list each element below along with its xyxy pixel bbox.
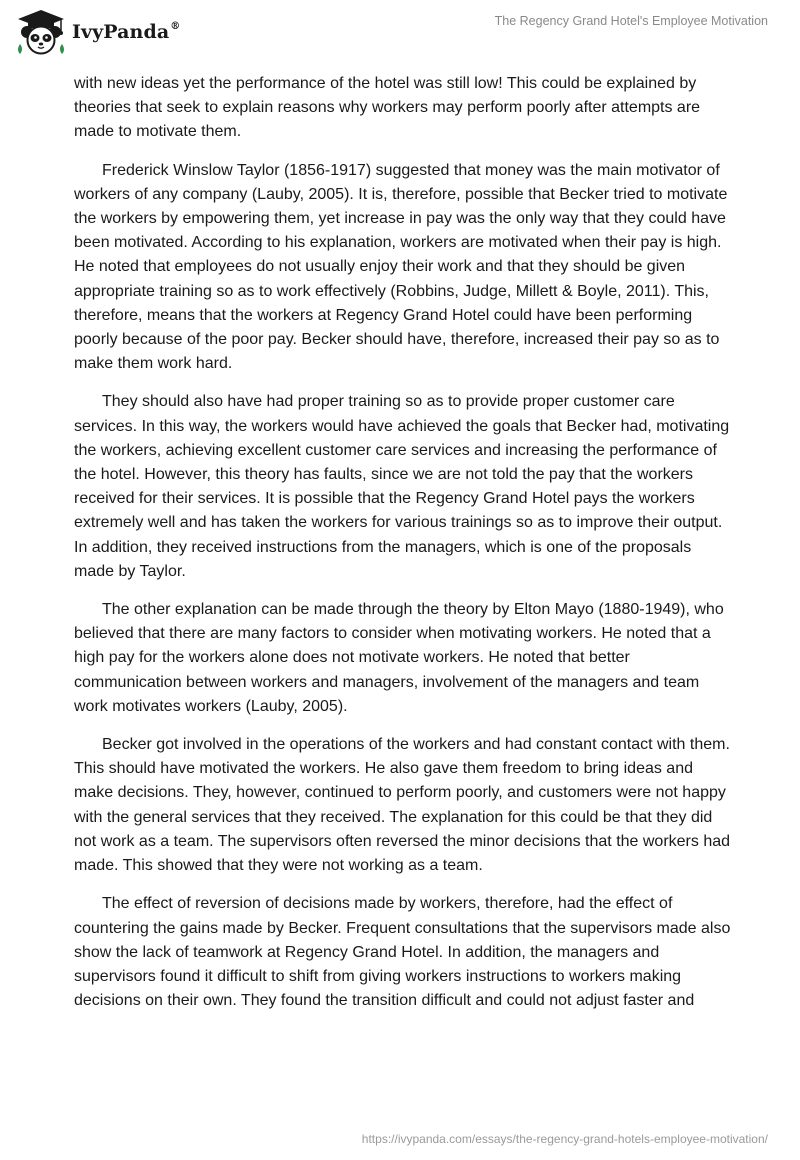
paragraph: They should also have had proper training so as to provide proper customer care services. In this way, the workers would have achieved the goals that Becker had, motivating the workers, achieving excellent customer care services and increasing the performance of the hotel. However, this theory has faults, since we are not told the pay that the workers received for their services. It is possible that the Regency Grand Hotel pays the workers extremely well and has taken the workers for various trainings so as to improve their output. In addition, they received instructions from the managers, which is one of the proposals made by Taylor.	[74, 393, 730, 580]
paragraph-continued: with new ideas yet the performance of the hotel was still low! This could be explained by theories that seek to explain reasons why workers may perform poorly after attempts are made to motivate them.	[74, 75, 701, 141]
paragraph: The effect of reversion of decisions made by workers, therefore, had the effect of countering the gains made by Becker. Frequent consultations that the supervisors made also show the lack of teamwork at Regency Grand Hotel. In addition, the managers and supervisors found it difficult to shift from giving workers instructions to workers making decisions on their own. They found the transition difficult and could not adjust faster and	[74, 895, 731, 1010]
paragraph: The other explanation can be made through the theory by Elton Mayo (1880-1949), who believed that there are many factors to consider when motivating workers. He noted that a high pay for the workers alone does not motivate workers. He noted that better communication between workers and managers, involvement of the managers and team work motivates workers (Lauby, 2005).	[74, 601, 724, 715]
page-header	[0, 0, 800, 62]
ivypanda-logo[interactable]	[14, 8, 180, 56]
logo-wordmark: IvyPanda®	[72, 20, 181, 43]
source-url-link[interactable]: https://ivypanda.com/essays/the-regency-grand-hotels-employee-motivation/	[361, 1132, 768, 1146]
paragraph: Frederick Winslow Taylor (1856-1917) suggested that money was the main motivator of workers of any company (Lauby, 2005). It is, therefore, possible that Becker tried to motivate the workers by empowering them, yet increase in pay was the only way that they could have been motivated. According to his explanation, workers are motivated when their pay is high. He noted that employees do not usually enjoy their work and that they should be given appropriate training so as to work effectively (Robbins, Judge, Millett & Boyle, 2011). This, therefore, means that the workers at Regency Grand Hotel could have been performing poorly because of the poor pay. Becker should have, therefore, increased their pay so as to make them work hard.	[74, 161, 728, 373]
panda-graduate-icon	[14, 8, 68, 56]
essay-body	[74, 72, 734, 1027]
paragraph: Becker got involved in the operations of the workers and had constant contact with them. This should have motivated the workers. He also gave them freedom to bring ideas and make decisions. They, however, continued to perform poorly, and customers were not happy with the general services that they received. The explanation for this could be that they did not work as a team. The supervisors often reversed the minor decisions that the workers had made. This showed that they were not working as a team.	[74, 736, 731, 875]
document-title: The Regency Grand Hotel's Employee Motivation	[494, 14, 768, 28]
